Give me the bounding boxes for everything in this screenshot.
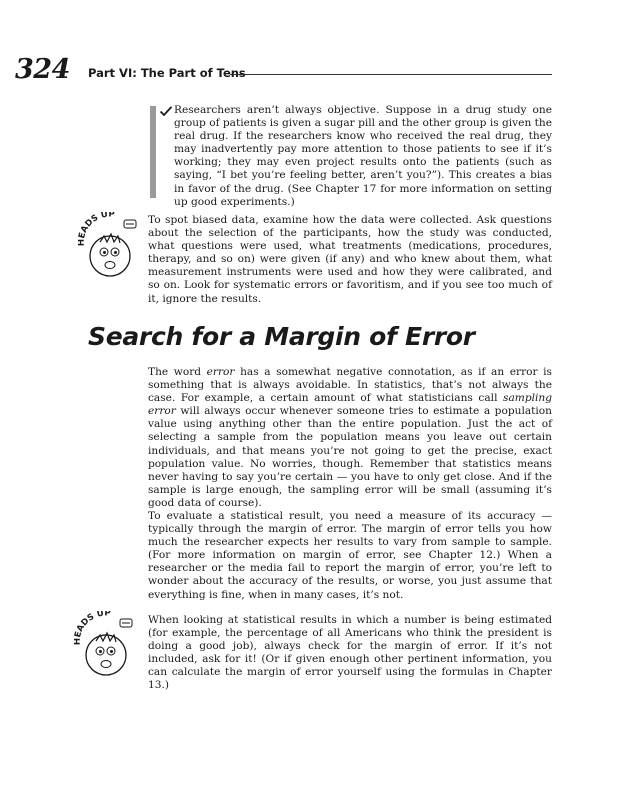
heads-up-text: To spot biased data, examine how the data were collected. Ask questions about the selection of the participants, how the study was conducted, what questions were used, what treatments (medications, procedures, therapy, and so on) were given (if any) and who knew about them, what measurement instruments were used and how they were calibrated, and so on. Look for systematic errors or favoritism, and if you see too much of it, ignore the results. <box>148 214 552 305</box>
body-paragraph <box>148 366 552 510</box>
part-title: Part VI: The Part of Tens <box>88 66 246 80</box>
bullet-side-bar <box>150 106 156 198</box>
paragraph-text: The word <box>148 366 207 378</box>
header-rule <box>230 74 552 75</box>
emphasis-term: sampling error <box>148 392 552 418</box>
heads-up-icon <box>78 212 142 282</box>
section-heading: Search for a Margin of Error <box>88 322 475 351</box>
page-number: 324 <box>15 54 70 85</box>
heads-up-icon <box>74 611 138 681</box>
heads-up-label: EADS UP <box>78 212 115 240</box>
paragraph-text: has a somewhat negative connotation, as if an error is something that is always avoidable. In statistics, that’s not always the case. For example, a certain amount of what statisticians call <box>148 366 552 405</box>
check-icon <box>160 106 172 116</box>
heads-up-label: EADS UP <box>74 611 111 639</box>
body-paragraph: To evaluate a statistical result, you need a measure of its accuracy — typically through the margin of error. The margin of error tells you how much the researcher expects her results to vary from sample to sample. (For more information on margin of error, see Chapter 12.) When a researcher or the media fail to report the margin of error, you’re left to wonder about the accuracy of the results, or worse, you just assume that everything is fine, when in many cases, it’s not. <box>148 510 552 601</box>
bullet-text: Researchers aren’t always objective. Suppose in a drug study one group of patients is given a sugar pill and the other group is given the real drug. If the researchers know who received the real drug, they may inadvertently pay more attention to those patients to see if it’s working; they may even project results onto the patients (such as saying, “I bet you’re feeling better, aren’t you?”). This creates a bias in favor of the drug. (See Chapter 17 for more information on setting up good experiments.) <box>174 104 552 208</box>
paragraph-text: will always occur whenever someone tries to estimate a population value using anything other than the entire population. Just the act of selecting a sample from the population means you leave out certain individuals, and that means you’re not going to get the precise, exact population value. No worries, though. Remember that statistics means never having to say you’re certain — you have to only get close. And if the sample is large enough, the sampling error will be small (assuming it’s good data of course). <box>148 405 552 509</box>
heads-up-text: When looking at statistical results in which a number is being estimated (for example, the percentage of all Americans who think the president is doing a good job), always check for the margin of error. If it’s not included, ask for it! (Or if given enough other pertinent information, you can calculate the margin of error yourself using the formulas in Chapter 13.) <box>148 614 552 692</box>
emphasis-term: error <box>206 366 235 378</box>
